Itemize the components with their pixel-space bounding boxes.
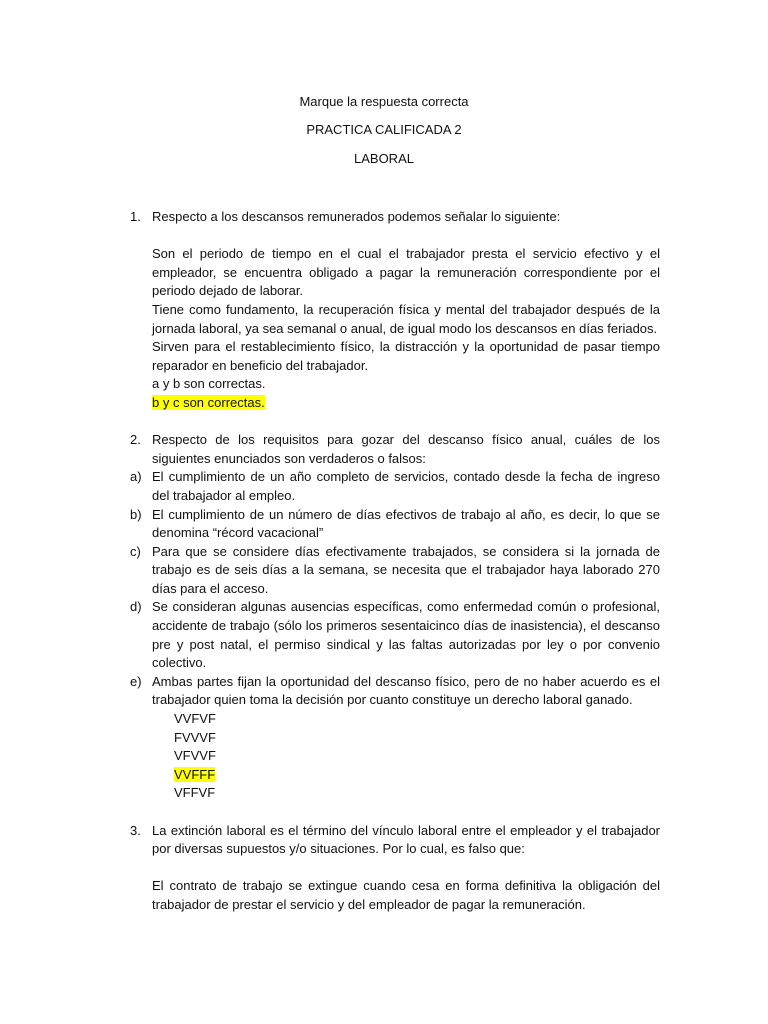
highlighted-answer: b y c son correctas. [152, 394, 265, 410]
option-d: a y b son correctas. [152, 376, 266, 392]
option-b: Tiene como fundamento, la recuperación física y mental del trabajador después de la jornada laboral, ya sea semanal o anual, de igual modo los descansos en días feriados. [152, 301, 660, 336]
question-1-options [152, 245, 660, 412]
answer-option: VFVVF [174, 748, 216, 764]
answer-option: VFFVF [174, 785, 216, 801]
option-a: Son el periodo de tiempo en el cual el trabajador presta el servicio efectivo y el empleador, se encuentra obligado a pagar la remuneración correspondiente por el periodo dejado de laborar. [152, 246, 660, 299]
question-3-options [152, 877, 660, 914]
question-text: La extinción laboral es el término del vínculo laboral entre el empleador y el trabajador por diversas supuestos y/o situaciones. Por lo cual, es falso que: [152, 822, 660, 857]
question-2-statements [130, 468, 660, 710]
statement-label: c) [130, 543, 141, 559]
question-number: 2. [130, 432, 141, 448]
question-2-answers [174, 710, 660, 803]
option-e [152, 394, 660, 413]
statement-label: d) [130, 599, 142, 615]
statement-a [130, 468, 660, 505]
question-3 [130, 822, 660, 859]
question-number: 1. [130, 209, 141, 224]
question-text: Respecto a los descansos remunerados podemos señalar lo siguiente: [152, 209, 561, 224]
statement-label: e) [130, 673, 142, 689]
option-c: Sirven para el restablecimiento físico, la distracción y la oportunidad de pasar tiempo reparador en beneficio del trabajador. [152, 339, 660, 373]
question-text: Respecto de los requisitos para gozar del descanso físico anual, cuáles de los siguientes enunciados son verdaderos o falsos: [152, 432, 660, 466]
exam-title: PRACTICA CALIFICADA 2 [306, 122, 462, 137]
question-1 [130, 208, 660, 227]
statement-label: b) [130, 506, 142, 522]
questions-body [130, 208, 660, 915]
statement-d [130, 598, 660, 672]
question-number: 3. [130, 822, 141, 838]
option-a: El contrato de trabajo se extingue cuando cesa en forma definitiva la obligación del trabajador de prestar el servicio y del empleador de pagar la remuneración. [152, 878, 660, 912]
statement-c [130, 543, 660, 599]
statement-text: Se consideran algunas ausencias específicas, como enfermedad común o profesional, accidente de trabajo (sólo los primeros sesentaicinco días de inasistencia), el descanso pre y post natal, el permiso sindical y las faltas autorizadas por ley o por convenio colectivo. [152, 599, 660, 671]
statement-b [130, 506, 660, 543]
statement-text: Ambas partes fijan la oportunidad del descanso físico, pero de no haber acuerdo es el trabajador quien toma la decisión por cuanto constituye un derecho laboral ganado. [152, 673, 660, 708]
answer-option: VVFVF [174, 711, 216, 727]
statement-e [130, 673, 660, 710]
statement-text: El cumplimiento de un número de días efectivos de trabajo al año, es decir, lo que se denomina “récord vacacional” [152, 506, 660, 541]
subject-heading: LABORAL [354, 151, 414, 166]
answer-option: FVVVF [174, 729, 216, 745]
answer-option [174, 766, 660, 785]
highlighted-answer: VVFFF [174, 766, 216, 782]
question-2 [130, 431, 660, 468]
statement-text: El cumplimiento de un año completo de servicios, contado desde la fecha de ingreso del trabajador al empleo. [152, 469, 660, 503]
statement-label: a) [130, 469, 142, 485]
statement-text: Para que se considere días efectivamente trabajados, se considera si la jornada de trabajo es de seis días a la semana, se necesita que el trabajador haya laborado 270 días para el acceso. [152, 543, 660, 596]
instruction-heading: Marque la respuesta correcta [299, 94, 469, 109]
